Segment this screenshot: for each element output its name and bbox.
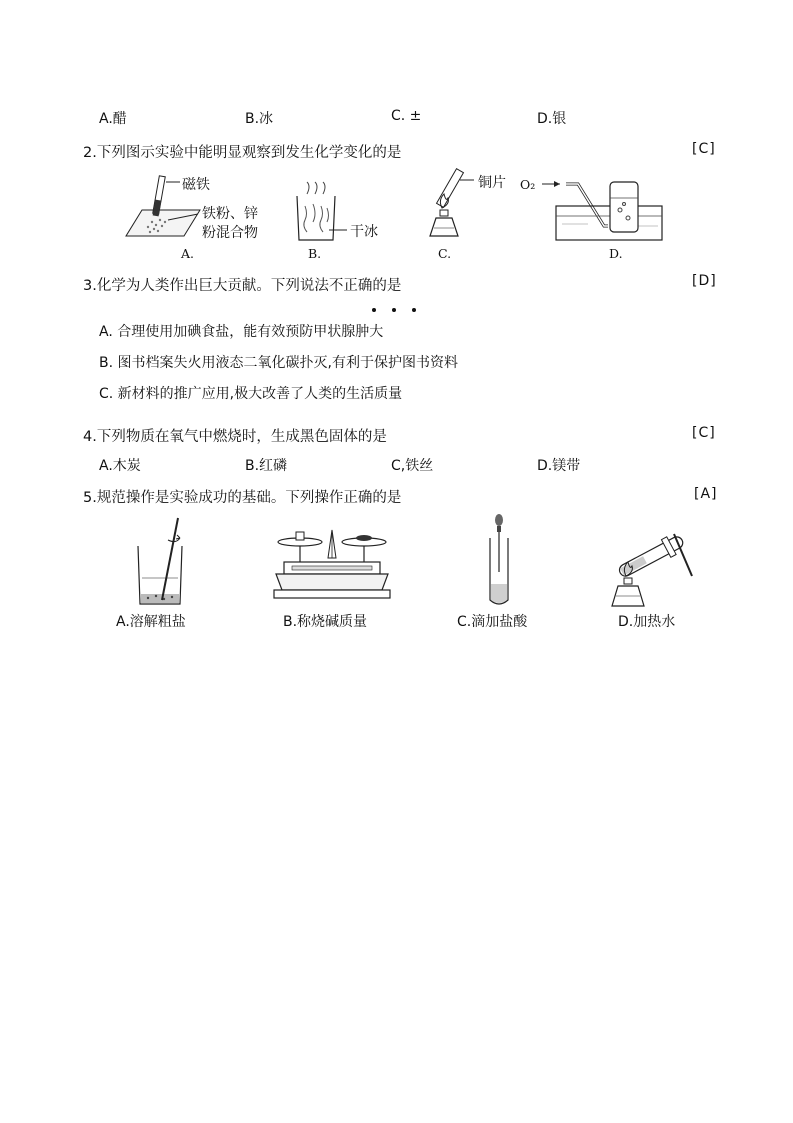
- q1-option-a: A.醋: [99, 111, 127, 127]
- question-4-answer: [C]: [692, 425, 716, 441]
- q4-option-c: C,铁丝: [391, 458, 434, 474]
- caption-add-hydrochloric-acid: C.滴加盐酸: [457, 614, 528, 630]
- emphasis-dots: [364, 300, 424, 316]
- q1-option-b: B.冰: [245, 111, 274, 127]
- label-oxygen: O₂: [520, 177, 536, 192]
- caption-dissolve-salt: A.溶解粗盐: [116, 614, 186, 630]
- question-5-text: 5.规范操作是实验成功的基础。下列操作正确的是: [83, 490, 402, 506]
- q1-option-d: D.银: [537, 111, 567, 127]
- question-3-answer: [D]: [692, 273, 717, 289]
- question-4-text: 4.下列物质在氧气中燃烧时，生成黑色固体的是: [83, 429, 387, 445]
- q4-option-d: D.镁带: [537, 458, 581, 474]
- emphasis-dot: [412, 308, 416, 312]
- q1-option-c: C. ±: [391, 108, 422, 124]
- question-2-text: 2.下列图示实验中能明显观察到发生化学变化的是: [83, 145, 402, 161]
- caption-weigh-caustic-soda: B.称烧碱质量: [283, 614, 368, 630]
- q4-option-a: A.木炭: [99, 458, 141, 474]
- q4-option-b: B.红磷: [245, 458, 288, 474]
- label-iron-zinc-powder: 铁粉、锌: [202, 206, 258, 222]
- question-2-answer: [C]: [692, 141, 716, 157]
- emphasis-dot: [392, 308, 396, 312]
- label-powder-mixture: 粉混合物: [202, 225, 258, 241]
- label-option-c: C.: [438, 246, 452, 261]
- q3-option-a: A. 合理使用加碘食盐，能有效预防甲状腺肿大: [99, 324, 384, 340]
- balance-scale: [270, 528, 394, 604]
- label-option-a: A.: [181, 246, 195, 261]
- label-option-b: B.: [308, 246, 322, 261]
- label-copper-sheet: 铜片: [478, 175, 506, 191]
- emphasis-dot: [372, 308, 376, 312]
- label-dry-ice: 干冰: [350, 224, 378, 240]
- beaker-stirring-rod: [134, 516, 194, 608]
- test-tube-dropper: [484, 514, 514, 608]
- q3-option-c: C. 新材料的推广应用,极大改善了人类的生活质量: [99, 386, 403, 402]
- dry-ice-beaker: [293, 182, 353, 244]
- question-3-text: 3.化学为人类作出巨大贡献。下列说法不正确的是: [83, 278, 402, 294]
- question-5-answer: [A]: [694, 486, 718, 502]
- label-option-d: D.: [609, 246, 623, 261]
- oxygen-collection-apparatus: [538, 174, 668, 244]
- heating-test-tube: [606, 516, 706, 608]
- caption-heat-water: D.加热水: [618, 614, 676, 630]
- label-magnet: 磁铁: [182, 177, 210, 193]
- q3-option-b: B. 图书档案失火用液态二氧化碳扑灭,有利于保护图书资料: [99, 355, 458, 371]
